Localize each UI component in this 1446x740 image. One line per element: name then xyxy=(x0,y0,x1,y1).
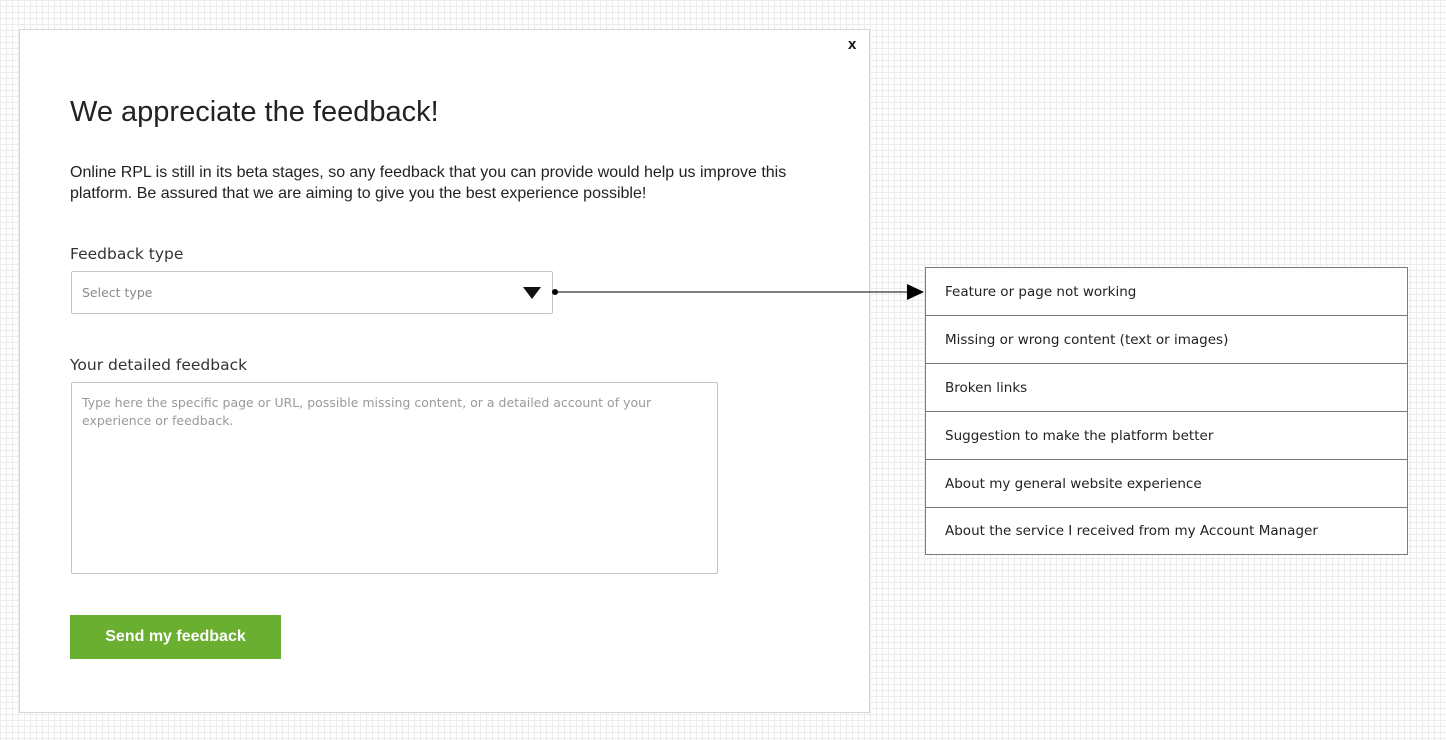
detailed-feedback-textarea[interactable] xyxy=(71,382,718,574)
option-missing-content[interactable]: Missing or wrong content (text or images) xyxy=(926,316,1407,364)
feedback-type-label: Feedback type xyxy=(70,245,184,263)
close-button[interactable]: x xyxy=(848,36,857,53)
detailed-feedback-label: Your detailed feedback xyxy=(70,356,248,374)
feedback-type-select[interactable] xyxy=(71,271,553,314)
option-feature-not-working[interactable]: Feature or page not working xyxy=(926,268,1407,316)
feedback-modal xyxy=(19,29,870,713)
intro-text: Online RPL is still in its beta stages, so any feedback that you can provide would help us improve this platform. Be assured that we are aiming to give you the best experience possible! xyxy=(70,164,787,202)
option-account-manager[interactable]: About the service I received from my Account Manager xyxy=(945,523,1318,539)
option-suggestion[interactable]: Suggestion to make the platform better xyxy=(926,412,1407,460)
send-feedback-button[interactable]: Send my feedback xyxy=(70,615,281,659)
arrow-right-icon xyxy=(907,284,924,300)
modal-title: We appreciate the feedback! xyxy=(70,96,439,128)
feedback-type-options xyxy=(925,267,1408,555)
caret-down-icon xyxy=(523,287,541,299)
select-placeholder: Select type xyxy=(82,285,153,300)
option-general-experience[interactable]: About my general website experience xyxy=(926,460,1407,508)
option-broken-links[interactable]: Broken links xyxy=(926,364,1407,412)
